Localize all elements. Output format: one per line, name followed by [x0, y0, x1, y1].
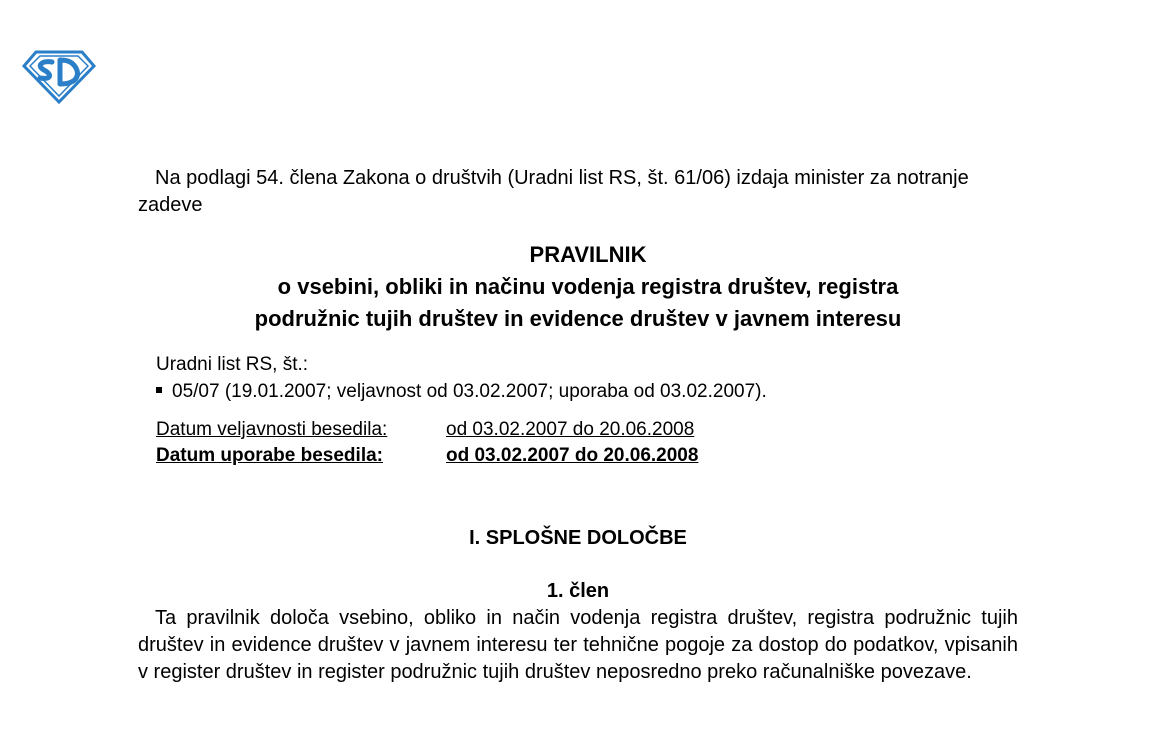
use-value: od 03.02.2007 do 20.06.2008: [446, 445, 699, 466]
use-row: [156, 443, 1018, 469]
document-title: [138, 239, 1018, 335]
use-label: Datum uporabe besedila:: [156, 445, 383, 466]
document-page: [138, 165, 1018, 686]
chapter-heading: I. SPLOŠNE DOLOČBE: [469, 527, 687, 549]
bullet-icon: [156, 387, 162, 393]
gazette-label: Uradni list RS, št.:: [156, 354, 309, 375]
article-text: Ta pravilnik določa vsebino, obliko in način vodenja registra društev, registra podružnic tujih društev in evidence društev v javnem interesu ter tehnične pogoje za dostop do podatkov, vpisanih v register društev in register podružnic tujih društev neposredno preko računalniške povezave.: [138, 607, 1018, 683]
validity-block: [138, 417, 1018, 469]
gazette-entry: [156, 378, 1018, 405]
article-heading: 1. člen: [546, 580, 610, 602]
gazette-entry-text: 05/07 (19.01.2007; veljavnost od 03.02.2007; uporaba od 03.02.2007).: [172, 381, 767, 402]
sd-diamond-logo-icon: [22, 48, 96, 104]
title-main: PRAVILNIK: [529, 242, 647, 267]
gazette-reference: [138, 351, 1018, 405]
title-line-2: podružnic tujih društev in evidence društev v javnem interesu: [254, 306, 902, 331]
validity-value: od 03.02.2007 do 20.06.2008: [446, 419, 695, 440]
validity-label: Datum veljavnosti besedila:: [156, 419, 388, 440]
validity-row: [156, 417, 1018, 443]
sd-logo: [22, 48, 96, 104]
title-line-1: o vsebini, obliki in načinu vodenja registra društev, registra: [277, 274, 899, 299]
intro-paragraph: Na podlagi 54. člena Zakona o društvih (Uradni list RS, št. 61/06) izdaja minister za notranje zadeve: [138, 167, 969, 216]
